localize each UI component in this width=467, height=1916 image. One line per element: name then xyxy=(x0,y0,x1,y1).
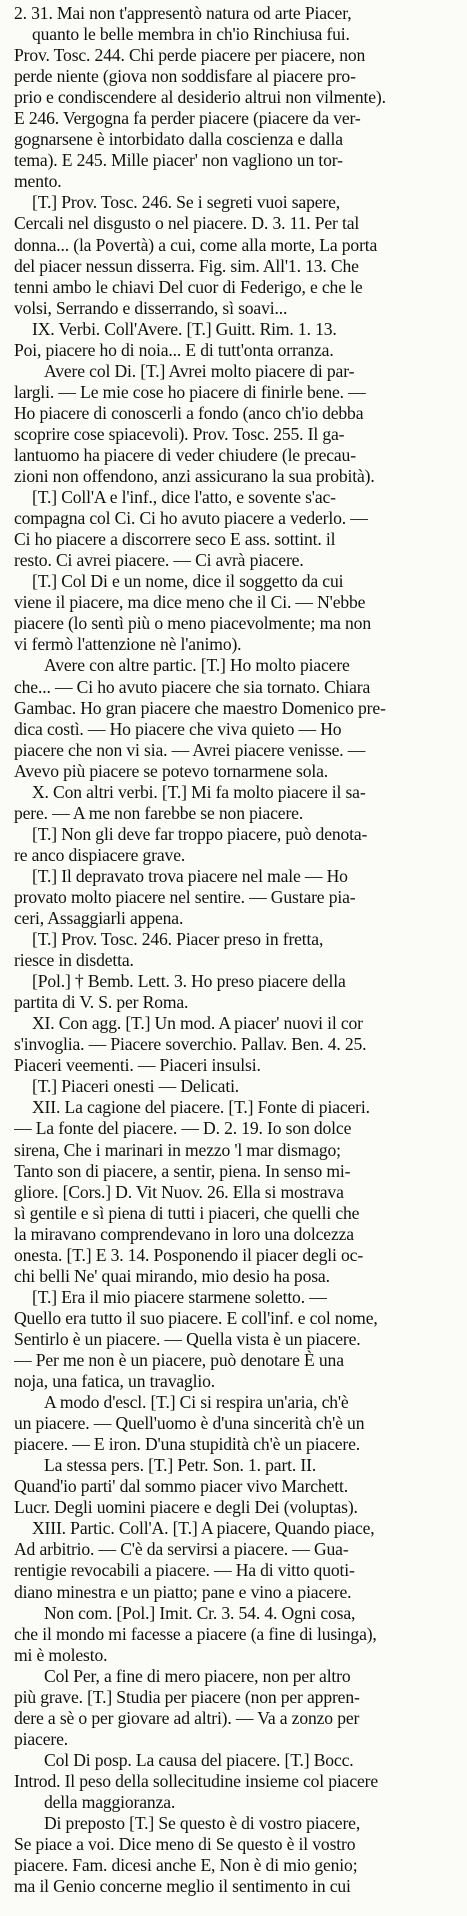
text-line: pere. — A me non farebbe se non piacere. xyxy=(14,802,304,823)
text-line: Introd. Il peso della sollecitudine insieme col piacere xyxy=(14,1770,379,1791)
text-line: Quello era tutto il suo piacere. E coll'inf. e col nome, xyxy=(14,1307,378,1328)
text-line: vi fermò l'attenzione nè l'animo). xyxy=(14,634,242,655)
text-line: Gambac. Ho gran piacere che maestro Domenico pre- xyxy=(14,697,386,718)
text-line: [T.] Coll'A e l'inf., dice l'atto, e sovente s'ac- xyxy=(32,487,336,508)
text-line: della maggioranza. xyxy=(44,1791,176,1812)
text-line: tema). E 245. Mille piacer' non vagliono un tor- xyxy=(14,150,343,171)
text-line: Sentirlo è un piacere. — Quella vista è un piacere. xyxy=(14,1328,361,1349)
text-line: noja, una fatica, un travaglio. xyxy=(14,1371,216,1392)
text-line: volsi, Serrando e disserrando, sì soavi... xyxy=(14,297,288,318)
text-line: che il mondo mi facesse a piacere (a fine di lusinga), xyxy=(14,1623,377,1644)
text-line: tenni ambo le chiavi Del cuor di Federigo, e che le xyxy=(14,276,363,297)
text-line: Ad arbitrio. — C'è da servirsi a piacere. — Gua- xyxy=(14,1539,349,1560)
text-line: Piaceri veementi. — Piaceri insulsi. xyxy=(14,1055,261,1076)
text-line: Non com. [Pol.] Imit. Cr. 3. 54. 4. Ogni cosa, xyxy=(44,1602,356,1623)
text-line: sì gentile e sì piena di tutti i piaceri, che quelli che xyxy=(14,1202,360,1223)
text-line: Avere col Di. [T.] Avrei molto piacere di par- xyxy=(44,360,355,381)
text-line: [Pol.] † Bemb. Lett. 3. Ho preso piacere della xyxy=(32,971,346,992)
text-line: compagna col Ci. Ci ho avuto piacere a vederlo. — xyxy=(14,508,368,529)
text-line: dere a sè o per giovare ad altri). — Va a zonzo per xyxy=(14,1707,360,1728)
text-line: — La fonte del piacere. — D. 2. 19. Io son dolce xyxy=(14,1118,352,1139)
text-line: zioni non offendono, anzi assicurano la sua probità). xyxy=(14,466,375,487)
text-line: mento. xyxy=(14,171,62,192)
text-line: Poi, piacere ho di noia... E di tutt'onta orranza. xyxy=(14,339,334,360)
text-line: [T.] Era il mio piacere starmene soletto. — xyxy=(32,1286,327,1307)
text-line: re anco dispiacere grave. xyxy=(14,844,186,865)
text-line: un piacere. — Quell'uomo è d'una sincerità ch'è un xyxy=(14,1413,365,1434)
text-line: che... — Ci ho avuto piacere che sia tornato. Chiara xyxy=(14,676,371,697)
text-line: Col Per, a fine di mero piacere, non per altro xyxy=(44,1665,351,1686)
text-line: La stessa pers. [T.] Petr. Son. 1. part. II. xyxy=(44,1455,317,1476)
text-line: perde niente (giova non soddisfare al piacere pro- xyxy=(14,66,356,87)
text-line: [T.] Non gli deve far troppo piacere, può denota- xyxy=(32,823,368,844)
text-line: la miravano comprendevano in loro una dolcezza xyxy=(14,1223,354,1244)
text-line: IX. Verbi. Coll'Avere. [T.] Guitt. Rim. 1. 13. xyxy=(32,318,337,339)
text-line: [T.] Il depravato trova piacere nel male — Ho xyxy=(32,865,348,886)
text-line: X. Con altri verbi. [T.] Mi fa molto piacere il sa- xyxy=(32,781,366,802)
text-line: E 246. Vergogna fa perder piacere (piacere da ver- xyxy=(14,108,361,129)
text-line: [T.] Prov. Tosc. 246. Piacer preso in fretta, xyxy=(32,929,324,950)
text-line: Lucr. Degli uomini piacere e degli Dei (voluptas). xyxy=(14,1497,358,1518)
text-line: del piacer nessun disserra. Fig. sim. All'1. 13. Che xyxy=(14,255,359,276)
text-line: Se piace a voi. Dice meno di Se questo è il vostro xyxy=(14,1834,356,1855)
text-line: piacere. xyxy=(14,1728,68,1749)
text-line: 2. 31. Mai non t'appresentò natura od arte Piacer, xyxy=(14,3,352,23)
text-line: Tanto son di piacere, a sentir, piena. In senso mi- xyxy=(14,1160,351,1181)
text-line: quanto le belle membra in ch'io Rinchiusa fui. xyxy=(32,24,350,45)
text-line: scoprire cose spiacevoli). Prov. Tosc. 255. Il ga- xyxy=(14,423,345,444)
entry-text-column xyxy=(14,3,455,1897)
text-line: sirena, Che i marinari in mezzo 'l mar dismago; xyxy=(14,1139,341,1160)
text-line: prio e condiscendere al desiderio altrui non vilmente). xyxy=(14,87,386,108)
text-line: donna... (la Povertà) a cui, come alla morte, La porta xyxy=(14,234,378,255)
text-line: più grave. [T.] Studia per piacere (non per appren- xyxy=(14,1686,360,1707)
text-line: partita di V. S. per Roma. xyxy=(14,992,189,1013)
text-line: dica costì. — Ho piacere che viva quieto — Ho xyxy=(14,718,342,739)
text-line: Col Di posp. La causa del piacere. [T.] Bocc. xyxy=(44,1749,354,1770)
text-line: Avere con altre partic. [T.] Ho molto piacere xyxy=(44,655,350,676)
text-line: gliore. [Cors.] D. Vit Nuov. 26. Ella si mostrava xyxy=(14,1181,344,1202)
text-line: Quand'io parti' dal sommo piacer vivo Marchett. xyxy=(14,1476,348,1497)
text-line: gognarsene è intorbidato dalla coscienza e dalla xyxy=(14,129,343,150)
text-line: s'invoglia. — Piacere soverchio. Pallav. Ben. 4. 25. xyxy=(14,1034,367,1055)
text-line: Prov. Tosc. 244. Chi perde piacere per piacere, non xyxy=(14,45,366,66)
text-line: resto. Ci avrei piacere. — Ci avrà piacere. xyxy=(14,550,304,571)
text-line: XI. Con agg. [T.] Un mod. A piacer' nuovi il cor xyxy=(32,1013,363,1034)
text-line: piacere (lo sentì più o meno piacevolmente; ma non xyxy=(14,613,371,634)
text-line: piacere. — E iron. D'una stupidità ch'è un piacere. xyxy=(14,1434,361,1455)
text-line: A modo d'escl. [T.] Ci si respira un'aria, ch'è xyxy=(44,1392,349,1413)
text-line: ma il Genio concerne meglio il sentimento in cui xyxy=(14,1876,351,1897)
text-line: Di preposto [T.] Se questo è di vostro piacere, xyxy=(44,1813,361,1834)
text-line: — Per me non è un piacere, può denotare È una xyxy=(14,1350,344,1370)
text-line: largli. — Le mie cose ho piacere di finirle bene. — xyxy=(14,381,366,402)
text-line: [T.] Col Di e un nome, dice il soggetto da cui xyxy=(32,571,344,592)
text-line: diano minestra e un piatto; pane e vino a piacere. xyxy=(14,1581,352,1602)
text-line: [T.] Prov. Tosc. 246. Se i segreti vuoi sapere, xyxy=(32,192,341,213)
text-line: viene il piacere, ma dice meno che il Ci. — N'ebbe xyxy=(14,592,366,613)
text-line: riesce in disdetta. xyxy=(14,950,134,971)
text-line: Ci ho piacere a discorrere seco E ass. sottint. il xyxy=(14,529,336,550)
text-line: provato molto piacere nel sentire. — Gustare pia- xyxy=(14,886,356,907)
text-line: ceri, Assaggiarli appena. xyxy=(14,908,184,929)
text-line: XIII. Partic. Coll'A. [T.] A piacere, Quando piace, xyxy=(32,1518,375,1539)
text-line: Ho piacere di conoscerli a fondo (anco ch'io debba xyxy=(14,402,364,423)
text-line: onesta. [T.] E 3. 14. Posponendo il piacer degli oc- xyxy=(14,1244,364,1265)
text-line: mi è molesto. xyxy=(14,1644,108,1665)
text-line: [T.] Piaceri onesti — Delicati. xyxy=(32,1076,240,1097)
text-line: lantuomo ha piacere di veder chiudere (le precau- xyxy=(14,444,356,465)
text-line: piacere. Fam. dicesi anche E, Non è di mio genio; xyxy=(14,1855,358,1876)
text-line: piacere che non vi sia. — Avrei piacere venisse. — xyxy=(14,739,366,760)
text-line: Avevo più piacere se potevo tornarmene sola. xyxy=(14,760,329,781)
text-line: rentigie revocabili a piacere. — Ha di vitto quoti- xyxy=(14,1560,355,1581)
text-line: XII. La cagione del piacere. [T.] Fonte di piaceri. xyxy=(32,1097,370,1118)
text-line: chi belli Ne' quai mirando, mio desio ha posa. xyxy=(14,1265,330,1286)
text-line: Cercali nel disgusto o nel piacere. D. 3. 11. Per tal xyxy=(14,213,360,234)
